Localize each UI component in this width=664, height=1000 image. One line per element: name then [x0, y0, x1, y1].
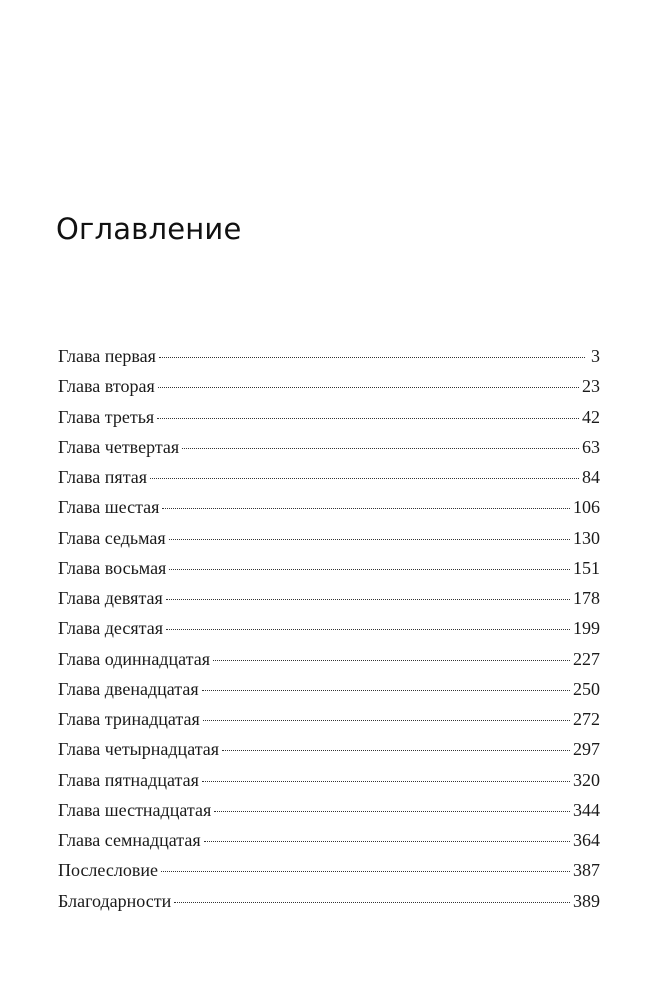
dot-leader: [182, 448, 579, 449]
dot-leader: [161, 871, 570, 872]
toc-entry: [58, 437, 600, 467]
toc-entry-label: Глава десятая: [58, 618, 163, 639]
dot-leader: [222, 750, 570, 751]
toc-entry: [58, 860, 600, 890]
dot-leader: [150, 478, 579, 479]
toc-entry: [58, 830, 600, 860]
toc-entry-page: 84: [582, 467, 600, 487]
toc-entry-page: 389: [573, 890, 600, 911]
toc-entry: [58, 376, 600, 406]
toc-entry: [58, 497, 600, 527]
toc-entry-label: Послесловие: [58, 860, 158, 881]
toc-entry-label: Глава шестнадцатая: [58, 799, 212, 820]
toc-entry-page: 130: [573, 527, 600, 548]
toc-entry: [58, 346, 600, 376]
dot-leader: [174, 902, 570, 903]
toc-entry: [58, 649, 600, 679]
toc-entry-label: Глава вторая: [58, 376, 155, 397]
dot-leader: [204, 841, 570, 842]
toc-entry-page: 364: [573, 830, 600, 850]
toc-entry: [58, 679, 600, 709]
dot-leader: [214, 811, 570, 812]
toc-entry-label: Глава восьмая: [58, 557, 167, 578]
toc-entry-label: Благодарности: [58, 890, 172, 911]
toc-entry: [58, 558, 600, 588]
toc-entry-label: Глава третья: [58, 406, 155, 427]
toc-entry-page: 23: [582, 376, 600, 397]
toc-entry-page: 250: [573, 678, 600, 699]
toc-entry-page: 178: [573, 588, 600, 608]
toc-entry-page: 320: [573, 769, 600, 790]
toc-entry-label: Глава четвертая: [58, 436, 180, 457]
dot-leader: [203, 720, 570, 721]
dot-leader: [166, 629, 570, 630]
toc-entry-page: 387: [573, 860, 600, 881]
toc-entry-label: Глава шестая: [58, 497, 160, 518]
toc-entry-label: Глава девятая: [58, 588, 163, 608]
table-of-contents: [58, 346, 600, 921]
toc-entry-page: 297: [573, 739, 600, 760]
toc-entry-label: Глава одиннадцатая: [58, 648, 210, 669]
toc-entry-label: Глава двенадцатая: [58, 678, 199, 699]
toc-entry-page: 106: [573, 497, 600, 518]
toc-entry: [58, 467, 600, 497]
toc-entry-label: Глава первая: [58, 346, 156, 366]
toc-entry-page: 272: [573, 709, 600, 729]
toc-entry: [58, 739, 600, 769]
toc-entry-label: Глава пятнадцатая: [58, 769, 199, 790]
dot-leader: [202, 781, 570, 782]
dot-leader: [213, 660, 570, 661]
page-title: Оглавление: [56, 212, 242, 246]
toc-entry: [58, 618, 600, 648]
toc-entry: [58, 800, 600, 830]
dot-leader: [166, 599, 570, 600]
dot-leader: [169, 539, 570, 540]
toc-entry-label: Глава четырнадцатая: [58, 739, 220, 760]
toc-entry-page: 3: [591, 346, 600, 366]
toc-entry: [58, 528, 600, 558]
toc-entry-label: Глава тринадцатая: [58, 709, 200, 729]
dot-leader: [157, 418, 579, 419]
toc-entry-page: 199: [573, 618, 600, 639]
toc-entry-page: 42: [582, 406, 600, 427]
toc-entry: [58, 407, 600, 437]
toc-entry: [58, 891, 600, 921]
dot-leader: [202, 690, 570, 691]
toc-entry-page: 344: [573, 799, 600, 820]
dot-leader: [162, 508, 570, 509]
toc-entry: [58, 709, 600, 739]
toc-entry-label: Глава пятая: [58, 467, 148, 487]
dot-leader: [169, 569, 570, 570]
toc-entry: [58, 770, 600, 800]
toc-entry-page: 151: [573, 557, 600, 578]
dot-leader: [159, 357, 585, 358]
dot-leader: [158, 387, 579, 388]
toc-entry-label: Глава седьмая: [58, 527, 166, 548]
toc-entry-label: Глава семнадцатая: [58, 830, 201, 850]
toc-entry: [58, 588, 600, 618]
toc-entry-page: 227: [573, 648, 600, 669]
toc-entry-page: 63: [582, 436, 600, 457]
